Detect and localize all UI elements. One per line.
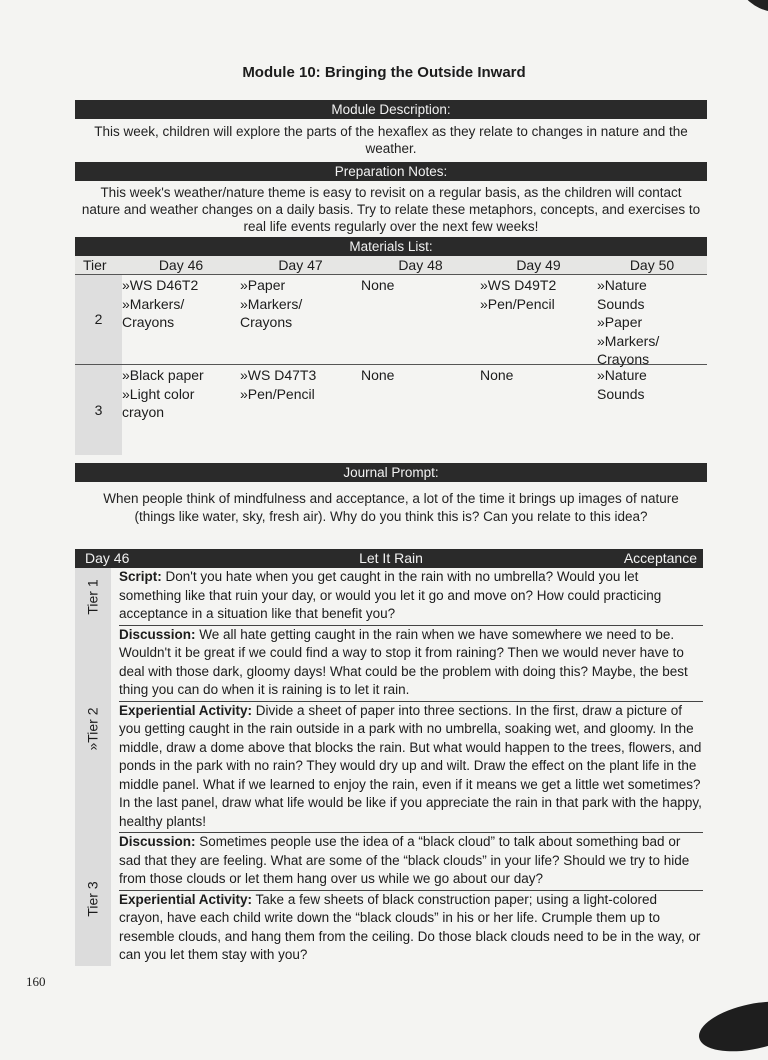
column-header-day46: Day 46 bbox=[158, 257, 204, 273]
column-header-day48: Day 48 bbox=[398, 257, 443, 273]
activity-block bbox=[119, 891, 703, 966]
tier-label bbox=[75, 626, 111, 834]
materials-cell: »Nature Sounds »Paper »Markers/ Crayons bbox=[597, 277, 660, 367]
block-heading: Script: bbox=[119, 569, 162, 584]
discussion-block bbox=[119, 626, 703, 702]
materials-cell: »WS D49T2 »Pen/Pencil bbox=[480, 277, 557, 312]
block-text: Sometimes people use the idea of a “black cloud” to talk about something bad or sad that they are feeling. What are some of the “black clouds” in your life? Should we try to hide from those clouds or let them hang over us while we go about our day? bbox=[119, 834, 690, 886]
tier-label bbox=[75, 568, 111, 626]
block-heading: Discussion: bbox=[119, 626, 196, 642]
journal-prompt-section bbox=[75, 463, 707, 526]
materials-cell: »WS D46T2 »Markers/ Crayons bbox=[122, 277, 199, 330]
materials-cell: None bbox=[361, 277, 395, 293]
day-header-bar bbox=[75, 549, 703, 568]
preparation-notes-section bbox=[75, 162, 707, 235]
discussion-block bbox=[119, 833, 703, 891]
materials-column-headers bbox=[75, 256, 707, 275]
materials-header: Materials List: bbox=[75, 237, 707, 256]
module-description-section bbox=[75, 100, 707, 157]
page-title: Module 10: Bringing the Outside Inward bbox=[242, 64, 526, 81]
block-heading: Experiential Activity: bbox=[119, 702, 253, 718]
tier-cell: 2 bbox=[75, 275, 122, 364]
materials-row-tier2 bbox=[75, 275, 707, 365]
materials-cell: »WS D47T3 »Pen/Pencil bbox=[240, 367, 317, 402]
module-description-header: Module Description: bbox=[75, 100, 707, 119]
column-header-tier: Tier bbox=[83, 257, 107, 273]
day-lesson-section bbox=[75, 549, 703, 966]
page-corner-shadow bbox=[695, 993, 768, 1060]
journal-prompt-text: When people think of mindfulness and acceptance, a lot of the time it brings up images of nature (things like water, sky, fresh air). Why do you think this is? Can you relate to this idea? bbox=[103, 491, 679, 524]
materials-cell: »Black paper »Light color crayon bbox=[122, 367, 204, 420]
block-text: Don't you hate when you get caught in the rain with no umbrella? Would you let something like that ruin your day, or would you let it go and move on? How could practicing acceptance in a situation like that benefit you? bbox=[119, 569, 662, 621]
tier-label-text: Tier 3 bbox=[85, 881, 101, 917]
column-header-day50: Day 50 bbox=[629, 257, 675, 273]
activity-block bbox=[119, 702, 703, 834]
materials-cell: »Paper »Markers/ Crayons bbox=[240, 277, 303, 330]
materials-cell: None bbox=[480, 367, 514, 383]
script-block bbox=[119, 568, 703, 626]
tier-label bbox=[75, 833, 111, 966]
block-text: Take a few sheets of black construction paper; using a light-colored crayon, have each child write down the “black clouds” in his or her life. Crumple them up to resemble clouds, and hang them from the ceiling. Do those black clouds need to be in the way, or can you let them stay with you? bbox=[119, 891, 701, 962]
materials-row-tier3 bbox=[75, 365, 707, 455]
tier2-row bbox=[75, 626, 703, 834]
column-header-day47: Day 47 bbox=[278, 257, 323, 273]
block-heading: Discussion: bbox=[119, 834, 196, 849]
journal-prompt-header: Journal Prompt: bbox=[75, 463, 707, 482]
preparation-notes-text: This week's weather/nature theme is easy to revisit on a regular basis, as the children will contact nature and weather changes on a daily basis. Try to relate these metaphors, concepts, and exercises to real life events regularly over the next few weeks! bbox=[81, 185, 701, 234]
tier-label-text: »Tier 2 bbox=[85, 707, 101, 751]
materials-cell: »Nature Sounds bbox=[597, 367, 647, 402]
tier-cell: 3 bbox=[75, 365, 122, 455]
day-process: Acceptance bbox=[623, 550, 697, 566]
tier3-row bbox=[75, 833, 703, 966]
preparation-notes-header: Preparation Notes: bbox=[75, 162, 707, 181]
page-corner-shadow bbox=[732, 0, 768, 21]
tier1-row bbox=[75, 568, 703, 626]
page-number: 160 bbox=[26, 974, 46, 989]
materials-section bbox=[75, 237, 707, 455]
materials-cell: None bbox=[361, 367, 395, 383]
day-title: Let It Rain bbox=[359, 550, 423, 566]
block-text: Divide a sheet of paper into three sections. In the first, draw a picture of you getting caught in the rain outside in a park with no umbrella, soaking wet, and gloomy. In the middle, draw a dome above that blocks the rain. But what would happen to the trees, flowers, and ponds in the park with no rain? They would dry up and wilt. Draw the effect on the plant life in the middle panel. What if we learned to enjoy the rain, even if it means we get a little wet sometimes? In the last panel, draw what life would be like if you appreciate the rain in that park with the happy, healthy plants! bbox=[119, 702, 702, 829]
module-description-text: This week, children will explore the parts of the hexaflex as they relate to changes in nature and the weather. bbox=[94, 124, 688, 156]
tier-label-text: Tier 1 bbox=[85, 579, 101, 615]
block-text: We all hate getting caught in the rain when we have somewhere we need to be. Wouldn't it be great if we could find a way to stop it from raining? Then we would never have to deal with those dark, gloomy days! What could be the problem with doing this? Maybe, the best thing you can do when it is raining is to let it rain. bbox=[119, 626, 688, 697]
block-heading: Experiential Activity: bbox=[119, 891, 253, 907]
column-header-day49: Day 49 bbox=[516, 257, 561, 273]
day-label: Day 46 bbox=[85, 550, 130, 566]
